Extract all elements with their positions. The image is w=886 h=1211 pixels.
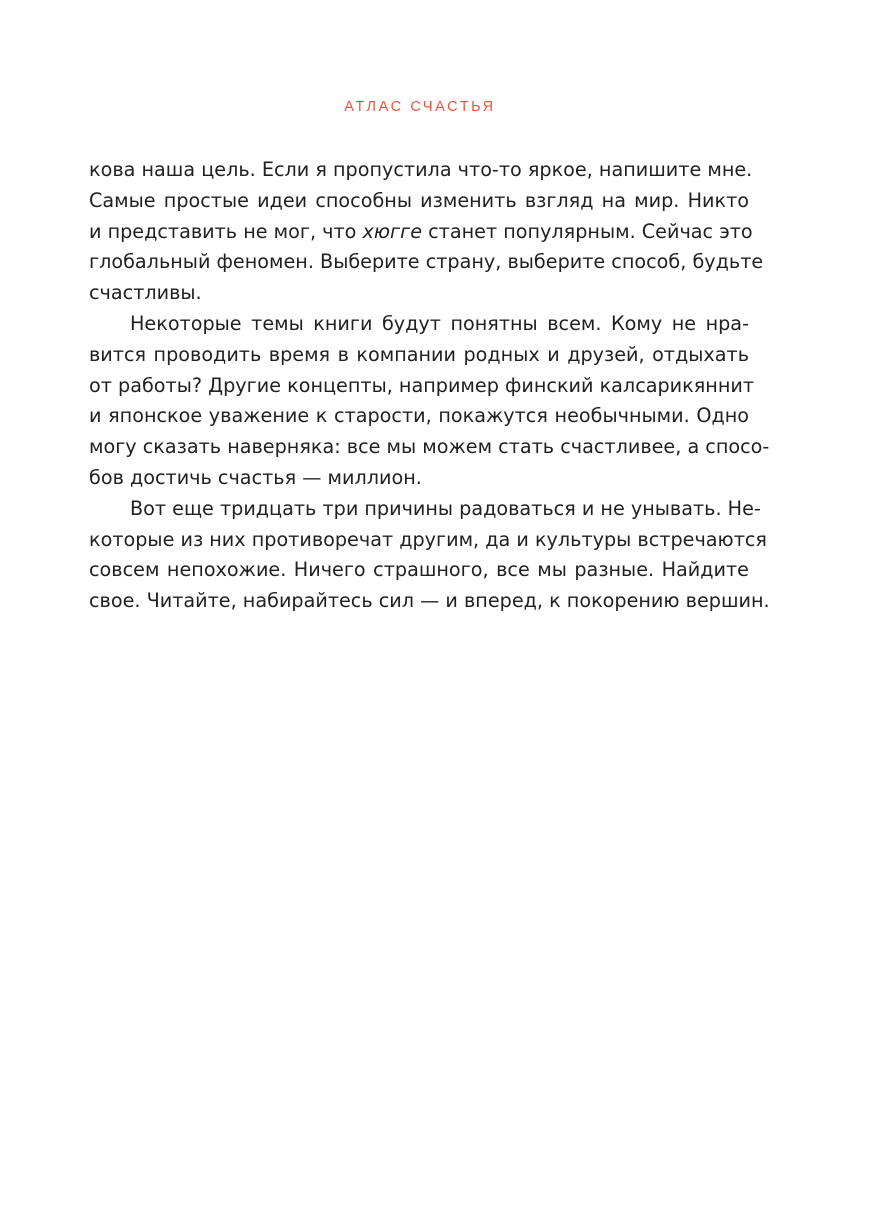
text-line: от работы? Другие концепты, например финский калсарикяннит (89, 373, 755, 397)
text-fragment: и представить не мог, что (89, 219, 357, 243)
text-line: Вот еще тридцать три причины радоваться и не унывать. Не- (130, 496, 761, 520)
text-line: бов достичь счастья — миллион. (89, 465, 422, 489)
text-line: счастливы. (89, 281, 202, 305)
text-fragment: станет популярным. Сейчас это (428, 219, 753, 243)
text-line: Самые простые идеи способны изменить взгляд на мир. Никто (89, 188, 749, 212)
text-line: вится проводить время в компании родных и друзей, отдыхать (89, 342, 749, 366)
text-line: свое. Читайте, набирайтесь сил — и вперед, к покорению вершин. (89, 589, 770, 613)
text-line: могу сказать наверняка: все мы можем стать счастливее, а спосо- (89, 435, 770, 459)
text-line: Некоторые темы книги будут понятны всем. Кому не нра- (130, 311, 749, 335)
paragraph-2 (89, 309, 770, 494)
running-header: АТЛАС СЧАСТЬЯ (344, 99, 496, 115)
text-line: кова наша цель. Если я пропустила что-то яркое, напишите мне. (89, 158, 753, 181)
text-line: и японское уважение к старости, покажутся необычными. Одно (89, 404, 749, 428)
paragraph-3 (89, 494, 770, 617)
paragraph-1 (89, 155, 764, 309)
text-line: совсем непохожие. Ничего страшного, все мы разные. Найдите (89, 558, 749, 582)
body-text (89, 155, 770, 617)
text-line (89, 217, 753, 248)
text-line: глобальный феномен. Выберите страну, выберите способ, будьте (89, 250, 764, 274)
text-line: которые из них противоречат другим, да и культуры встречаются (89, 527, 767, 551)
italic-term: хюгге (362, 219, 423, 243)
